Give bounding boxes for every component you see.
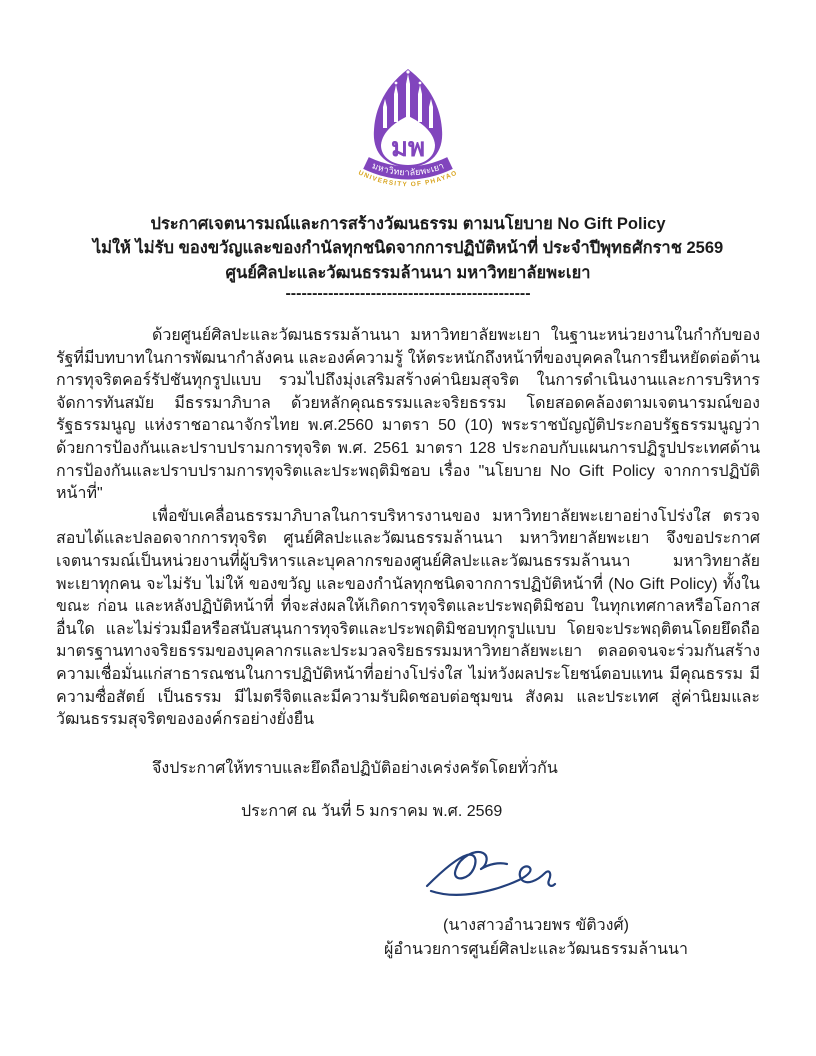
signer-position: ผู้อำนวยการศูนย์ศิลปะและวัฒนธรรมล้านนา bbox=[384, 940, 688, 958]
announcement-date: ประกาศ ณ วันที่ 5 มกราคม พ.ศ. 2569 bbox=[241, 803, 503, 821]
title-line-3: ศูนย์ศิลปะและวัฒนธรรมล้านนา มหาวิทยาลัยพะเยา bbox=[225, 263, 591, 282]
dashed-separator: ---------------------------------------------- bbox=[285, 285, 531, 303]
logo-monogram: มพ bbox=[390, 132, 426, 162]
closing-statement: จึงประกาศให้ทราบและยึดถือปฏิบัติอย่างเคร่งครัดโดยทั่วกัน bbox=[152, 759, 558, 777]
logo-english-name: UNIVERSITY OF PHAYAO bbox=[357, 169, 459, 189]
logo-thai-name: มหาวิทยาลัยพะเยา bbox=[370, 160, 446, 178]
signature-block bbox=[356, 840, 716, 962]
university-of-phayao-crest-icon bbox=[346, 66, 470, 198]
handwritten-signature-icon bbox=[419, 840, 569, 912]
title-line-1: ประกาศเจตนารมณ์และการสร้างวัฒนธรรม ตามนโยบาย No Gift Policy bbox=[150, 214, 666, 233]
document-title bbox=[56, 212, 760, 286]
body-paragraph-1: ด้วยศูนย์ศิลปะและวัฒนธรรมล้านนา มหาวิทยาลัยพะเยา ในฐานะหน่วยงานในกำกับของรัฐที่มีบทบาทในการพัฒนากำลังคน และองค์ความรู้ ให้ตระหนักถึงหน้าที่ของบุคคลในการยืนหยัดต่อต้านการทุจริตคอร์รัปชันทุกรูปแบบ รวมไปถึงมุ่งเสริมสร้างค่านิยมสุจริต ในการดำเนินงานและการบริหารจัดการทันสมัย มีธรรมาภิบาล ด้วยหลักคุณธรรมและจริยธรรม โดยสอดคล้องตามเจตนารมณ์ของรัฐธรรมนูญ แห่งราชอาณาจักรไทย พ.ศ.2560 มาตรา 50 (10) พระราชบัญญัติประกอบรัฐธรรมนูญว่าด้วยการป้องกันและปราบปรามการทุจริต พ.ศ. 2561 มาตรา 128 ประกอบกับแผนการปฏิรูปประเทศด้านการป้องกันและปราบปรามการทุจริตและประพฤติมิชอบ เรื่อง "นโยบาย No Gift Policy จากการปฏิบัติหน้าที่" bbox=[56, 327, 760, 503]
body-paragraph-2: เพื่อขับเคลื่อนธรรมาภิบาลในการบริหารงานของ มหาวิทยาลัยพะเยาอย่างโปร่งใส ตรวจสอบได้และปลอดจากการทุจริต ศูนย์ศิลปะและวัฒนธรรมล้านนา มหาวิทยาลัยพะเยา จึงขอประกาศเจตนารมณ์เป็นหน่วยงานที่ผู้บริหารและบุคลากรของศูนย์ศิลปะและวัฒนธรรมล้านนา มหาวิทยาลัยพะเยาทุกคน จะไม่รับ ไม่ให้ ของขวัญ และของกำนัลทุกชนิดจากการปฏิบัติหน้าที่ (No Gift Policy) ทั้งในขณะ ก่อน และหลังปฏิบัติหน้าที่ ที่จะส่งผลให้เกิดการทุจริตและประพฤติมิชอบ ในทุกเทศกาลหรือโอกาสอื่นใด และไม่ร่วมมือหรือสนับสนุนการทุจริตและประพฤติมิชอบทุกรูปแบบ โดยจะประพฤติตนโดยยึดถือมาตรฐานทางจริยธรรมของบุคลากรและประมวลจริยธรรมมหาวิทยาลัยพะเยา ตลอดจนจะร่วมกันสร้างความเชื่อมั่นแก่สาธารณชนในการปฏิบัติหน้าที่อย่างโปร่งใส ไม่หวังผลประโยชน์ตอบแทน มีคุณธรรม มีความซื่อสัตย์ เป็นธรรม มีไมตรีจิตและมีความรับผิดชอบต่อชุมขน สังคม และประเทศ สู่ค่านิยมและวัฒนธรรมสุจริตขององค์กรอย่างยั่งยืน bbox=[56, 507, 760, 729]
title-line-2: ไม่ให้ ไม่รับ ของขวัญและของกำนัลทุกชนิดจากการปฏิบัติหน้าที่ ประจำปีพุทธศักราช 2569 bbox=[92, 239, 724, 258]
document-body bbox=[56, 325, 760, 732]
signer-name: (นางสาวอำนวยพร ขัติวงศ์) bbox=[443, 916, 629, 934]
university-logo bbox=[346, 66, 470, 206]
